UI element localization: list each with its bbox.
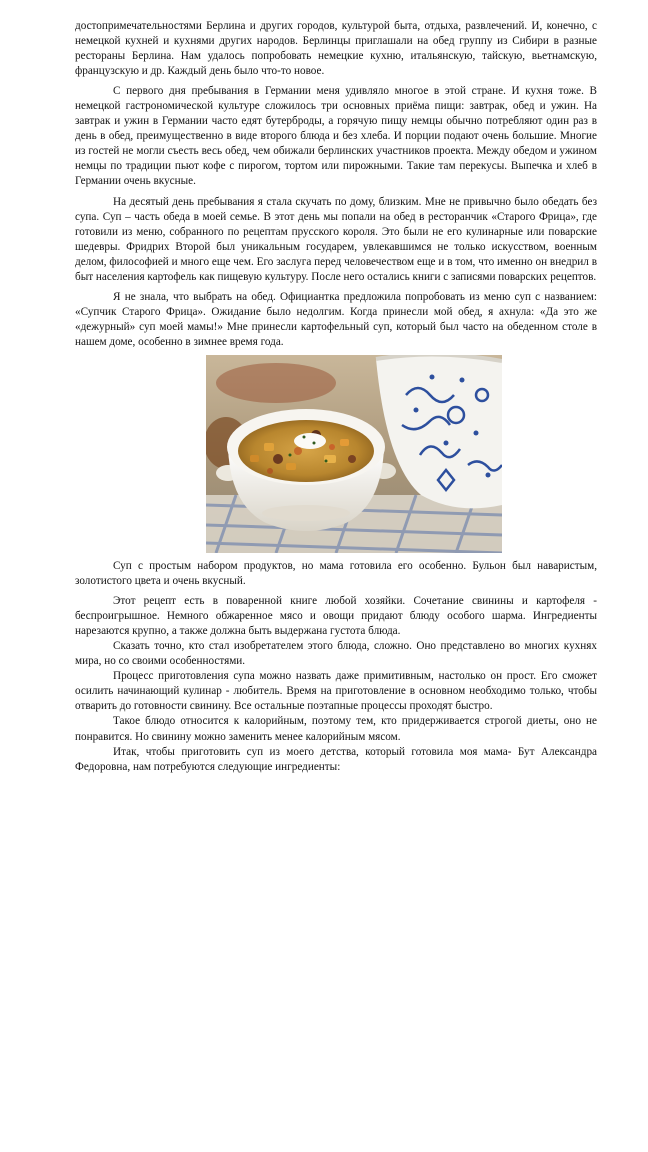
paragraph-3: На десятый день пребывания я стала скучать по дому, близким. Мне не привычно было обедать без супа. Суп – часть обеда в моей семье. В этот день мы попали на обед в ресторанчик «Старого Фрица», где готовили из меню, собранного по рецептам прусского короля. Это были не его кулинарные или поварские шедевры. Фридрих Второй был уникальным государем, увлекавшимся не только искусством, военным делом, философией и много еще чем. Его заслуга перед человечеством еще и в том, что именно он внедрил в быт населения картофель как пищевую культуру. После него остались книги с записями поварских рецептов. [75,195,597,283]
paragraph-4: Я не знала, что выбрать на обед. Официантка предложила попробовать из меню суп с названием: «Супчик Старого Фрица». Ожидание было недолгим. Когда принесли мой обед, я ахнула: «Да это же «дежурный» суп моей мамы!» Мне принесли картофельный суп, который был часто на обеденном столе в нашем доме, особенно в зимнее время года. [75,290,597,348]
paragraph-7: Сказать точно, кто стал изобретателем этого блюда, сложно. Оно представлено во многих кухнях мира, но со своими особенностями. [75,640,597,668]
soup-photo [206,355,502,553]
paragraph-8: Процесс приготовления супа можно назвать даже примитивным, настолько он прост. Его сможет осилить начинающий кулинар - любитель. Время на приготовление в основном необходимо только, чтобы отварить до готовности свинину. Все остальные поэтапные процессы проходят быстро. [75,670,597,713]
paragraph-5: Суп с простым набором продуктов, но мама готовила его особенно. Бульон был наваристым, золотистого цвета и очень вкусный. [75,559,597,588]
document-page [75,19,597,775]
paragraph-1: достопримечательностями Берлина и других городов, культурой быта, отдыха, развлечений. И, конечно, с немецкой кухней и кухнями других народов. Берлинцы приглашали на обед группу из Сибири в разные рестораны Берлина. Нам удалось попробовать немецкие кухню, итальянскую, тайскую, вьетнамскую, французскую и др. Каждый день было что-то новое. [75,20,597,78]
paragraph-6: Этот рецепт есть в поваренной книге любой хозяйки. Сочетание свинины и картофеля - беспроигрышное. Немного обжаренное мясо и овощи придают блюду особого шарма. Ингредиенты нарезаются крупно, а также должна быть выдержана густота блюда. [75,595,597,638]
soup-photo-illustration [206,355,502,553]
paragraph-2: С первого дня пребывания в Германии меня удивляло многое в этой стране. И кухня тоже. В немецкой гастрономической культуре сложилось три основных приёма пищи: завтрак, обед и ужин. На завтрак и ужин в Германии часто едят бутерброды, а горячую пищу немцы обычно потребляют один раз в день в обед, преимущественно в виде второго блюда и без хлеба. И порции подают очень большие. Многие из гостей не могли съесть весь обед, чем обижали берлинских участников проекта. Между обедом и ужином немцы по традиции пьют кофе с пирогом, тортом или пирожными. Такие там перекусы. Выпечка и хлеб в Германии очень вкусные. [75,85,597,188]
paragraph-10: Итак, чтобы приготовить суп из моего детства, который готовила моя мама- Бут Александра Федоровна, нам потребуются следующие ингредиенты: [75,745,597,773]
paragraph-9: Такое блюдо относится к калорийным, поэтому тем, кто придерживается строгой диеты, оно не понравится. Но свинину можно заменить менее калорийным мясом. [75,715,597,743]
